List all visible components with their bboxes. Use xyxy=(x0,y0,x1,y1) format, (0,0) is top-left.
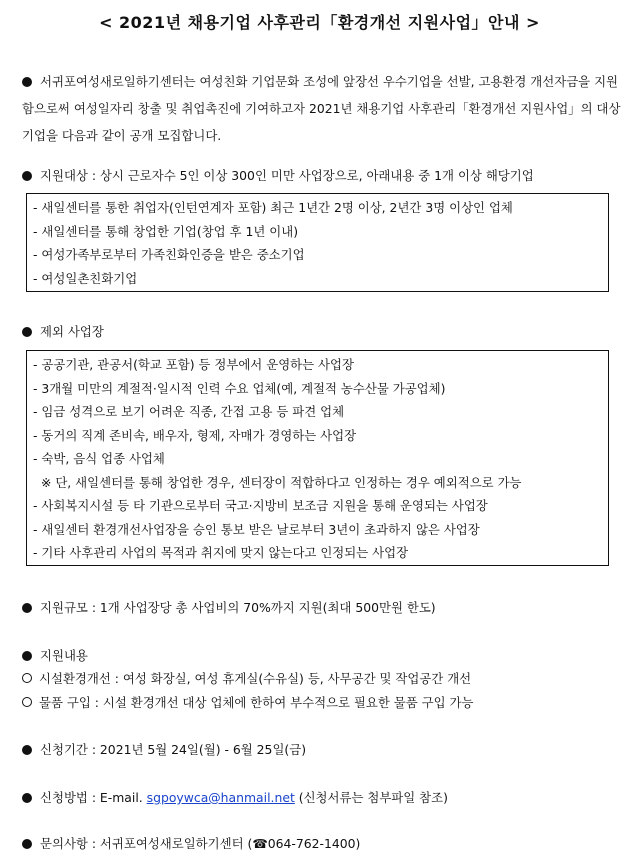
excluded-heading: 제외 사업장 xyxy=(22,322,104,340)
excluded-item: - 숙박, 음식 업종 사업체 xyxy=(33,451,165,466)
target-item: - 여성일촌친화기업 xyxy=(33,270,138,286)
excluded-item: - 기타 사후관리 사업의 목적과 취지에 맞지 않는다고 인정되는 사업장 xyxy=(33,545,409,560)
bullet-icon xyxy=(22,745,32,755)
period-line: 신청기간 : 2021년 5월 24일(월) - 6월 25일(금) xyxy=(22,740,306,758)
bullet-icon xyxy=(22,327,32,337)
target-box xyxy=(26,193,609,292)
method-line: 신청방법 : E-mail. sgpoywca@hanmail.net (신청서류는 첨부파일 참조) xyxy=(22,788,448,806)
bullet-icon xyxy=(22,603,32,613)
target-item: - 여성가족부로부터 가족친화인증을 받은 중소기업 xyxy=(33,247,305,262)
target-item: - 새일센터를 통해 창업한 기업(창업 후 1년 이내) xyxy=(33,223,299,239)
excluded-box xyxy=(26,350,609,566)
bullet-icon xyxy=(22,171,32,181)
excluded-item: - 새일센터 환경개선사업장을 승인 통보 받은 날로부터 3년이 초과하지 않은 사업장 xyxy=(33,521,480,537)
excluded-item: - 임금 성격으로 보기 어려운 직종, 간접 고용 등 파견 업체 xyxy=(33,404,345,419)
bullet-icon xyxy=(22,651,32,661)
excluded-note: ※ 단, 새일센터를 통해 창업한 경우, 센터장이 적합하다고 인정하는 경우 예외적으로 가능 xyxy=(41,474,522,490)
target-heading: 지원대상 : 상시 근로자수 5인 이상 300인 미만 사업장으로, 아래내용 중 1개 이상 해당기업 xyxy=(22,166,534,184)
page-title: < 2021년 채용기업 사후관리「환경개선 지원사업」안내 > xyxy=(99,13,540,32)
excluded-item: - 공공기관, 관공서(학교 포함) 등 정부에서 운영하는 사업장 xyxy=(33,357,354,372)
excluded-item: - 3개월 미만의 계절적·일시적 인력 수요 업체(예, 계절적 농수산물 가공업체) xyxy=(33,380,446,396)
bullet-icon xyxy=(22,77,32,87)
content-item: 시설환경개선 : 여성 화장실, 여성 휴게실(수유실) 등, 사무공간 및 작업공간 개선 xyxy=(22,669,471,687)
excluded-item: - 사회복지시설 등 타 기관으로부터 국고·지방비 보조금 지원을 통해 운영되는 사업장 xyxy=(33,498,488,513)
circle-bullet-icon xyxy=(22,673,32,683)
circle-bullet-icon xyxy=(22,697,32,707)
intro-text: 서귀포여성새로일하기센터는 여성친화 기업문화 조성에 앞장선 우수기업을 선발, 고용환경 개선자금을 지원함으로써 여성일자리 창출 및 취업촉진에 기여하고자 2021년 채용기업 사후관리「환경개선 지원사업」의 대상기업을 다음과 같이 공개 모집합니다. xyxy=(22,74,621,143)
bullet-icon xyxy=(22,793,32,803)
excluded-item: - 동거의 직계 존비속, 배우자, 형제, 자매가 경영하는 사업장 xyxy=(33,427,357,443)
contact-line: 문의사항 : 서귀포여성새로일하기센터 (☎064-762-1400) xyxy=(22,834,360,852)
target-item: - 새일센터를 통한 취업자(인턴연계자 포함) 최근 1년간 2명 이상, 2년간 3명 이상인 업체 xyxy=(33,200,513,215)
bullet-icon xyxy=(22,839,32,849)
scale-line: 지원규모 : 1개 사업장당 총 사업비의 70%까지 지원(최대 500만원 한도) xyxy=(22,598,436,616)
email-link[interactable]: sgpoywca@hanmail.net xyxy=(146,790,295,805)
intro-paragraph xyxy=(22,68,622,149)
content-heading: 지원내용 xyxy=(22,646,88,664)
content-item: 물품 구입 : 시설 환경개선 대상 업체에 한하여 부수적으로 필요한 물품 구입 가능 xyxy=(22,693,473,711)
